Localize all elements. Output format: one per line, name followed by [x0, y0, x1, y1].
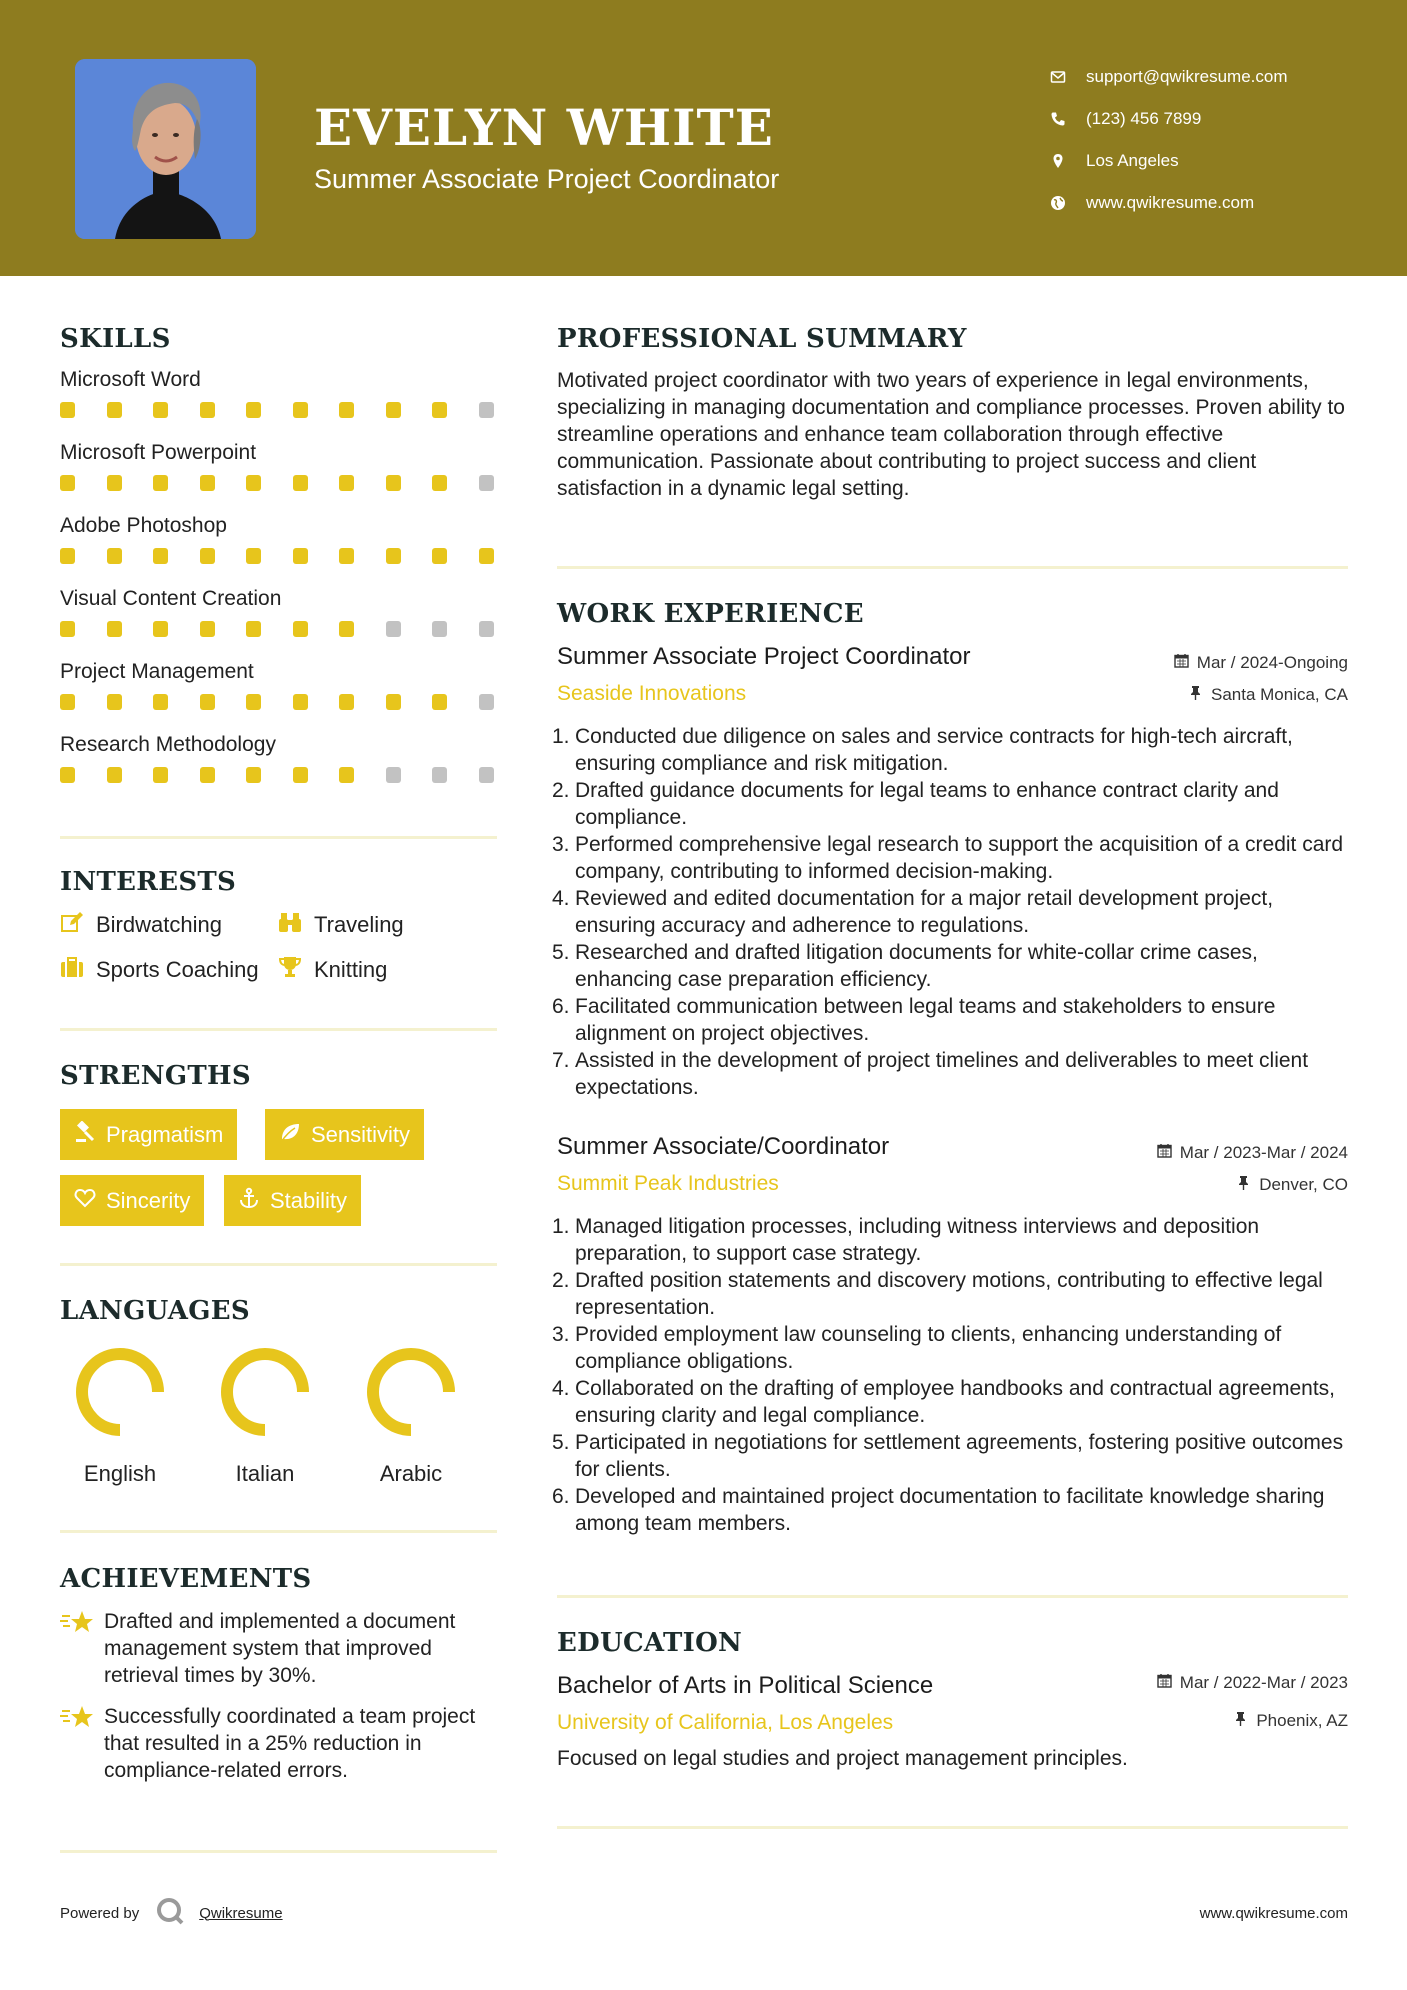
duty-item	[552, 939, 1355, 993]
powered-by-text: Powered by	[60, 1904, 140, 1922]
anchor-icon	[238, 1187, 270, 1215]
duty-number: 6.	[552, 1485, 570, 1508]
rating-dot-filled	[60, 621, 75, 637]
rating-dot-empty	[432, 621, 447, 637]
job-duties-list	[552, 723, 1355, 1101]
education-divider	[557, 1826, 1348, 1829]
rating-dot-empty	[432, 767, 447, 783]
rating-dot-filled	[339, 548, 354, 564]
duty-number: 1.	[552, 725, 570, 748]
footer-powered-by	[60, 1896, 283, 1930]
language-gauge	[364, 1345, 458, 1439]
duty-text: Provided employment law counseling to clients, enhancing understanding of compliance obligations.	[575, 1323, 1282, 1373]
summary-divider	[557, 566, 1348, 569]
contact-phone[interactable]	[1050, 98, 1288, 140]
skills-divider	[60, 836, 497, 839]
rating-dot-filled	[60, 475, 75, 491]
duty-text: Performed comprehensive legal research to support the acquisition of a credit card company, contributing to informed decision-making.	[575, 833, 1344, 883]
duty-item	[552, 1267, 1355, 1321]
duty-text: Developed and maintained project documentation to facilitate knowledge sharing among team members.	[575, 1485, 1325, 1535]
skill-name: Microsoft Word	[60, 368, 201, 391]
rating-dot-filled	[293, 694, 308, 710]
duty-number: 7.	[552, 1049, 570, 1072]
interest-label: Traveling	[314, 912, 404, 937]
skill-rating	[60, 548, 500, 568]
rating-dot-filled	[200, 548, 215, 564]
experience-title: WORK EXPERIENCE	[557, 599, 864, 629]
interest-item	[278, 910, 404, 940]
rating-dot-filled	[107, 694, 122, 710]
duty-number: 4.	[552, 887, 570, 910]
languages-divider	[60, 1530, 497, 1533]
duty-number: 5.	[552, 941, 570, 964]
duty-number: 2.	[552, 1269, 570, 1292]
rating-dot-filled	[60, 694, 75, 710]
contact-email-text: support@qwikresume.com	[1086, 67, 1288, 86]
job-date	[1157, 1143, 1348, 1163]
rating-dot-filled	[432, 475, 447, 491]
rating-dot-filled	[293, 767, 308, 783]
job-location-text: Santa Monica, CA	[1210, 685, 1348, 704]
strength-badge	[265, 1109, 424, 1160]
duty-text: Drafted guidance documents for legal teams to enhance contract clarity and compliance.	[575, 779, 1279, 829]
heart-icon	[74, 1187, 106, 1215]
phone-icon	[1050, 111, 1086, 127]
rating-dot-empty	[386, 621, 401, 637]
rating-dot-filled	[479, 548, 494, 564]
strength-label: Stability	[270, 1187, 348, 1213]
rating-dot-empty	[479, 475, 494, 491]
achievements-divider	[60, 1850, 497, 1853]
rating-dot-filled	[386, 402, 401, 418]
duty-item	[552, 993, 1355, 1047]
rating-dot-filled	[200, 694, 215, 710]
rating-dot-filled	[60, 548, 75, 564]
rating-dot-filled	[339, 621, 354, 637]
rating-dot-filled	[107, 548, 122, 564]
job-location-text: Denver, CO	[1259, 1175, 1348, 1194]
rating-dot-filled	[107, 402, 122, 418]
rating-dot-filled	[153, 475, 168, 491]
education-degree: Bachelor of Arts in Political Science	[557, 1672, 934, 1699]
contact-location	[1050, 140, 1288, 182]
rating-dot-filled	[293, 548, 308, 564]
duty-text: Assisted in the development of project timelines and deliverables to meet client expectations.	[575, 1049, 1309, 1099]
achievement-text: Successfully coordinated a team project that resulted in a 25% reduction in compliance-related errors.	[104, 1705, 476, 1782]
rating-dot-filled	[246, 694, 261, 710]
rating-dot-filled	[60, 402, 75, 418]
contact-location-text: Los Angeles	[1086, 151, 1179, 170]
leaf-icon	[279, 1121, 311, 1149]
rating-dot-filled	[432, 548, 447, 564]
skill-item	[60, 660, 500, 714]
strengths-title: STRENGTHS	[60, 1061, 251, 1091]
rating-dot-filled	[293, 402, 308, 418]
achievements-title: ACHIEVEMENTS	[60, 1564, 312, 1594]
profile-photo	[75, 59, 256, 239]
skill-rating	[60, 621, 500, 641]
gavel-icon	[74, 1121, 106, 1149]
interest-label: Birdwatching	[96, 912, 222, 937]
duty-number: 5.	[552, 1431, 570, 1454]
language-gauge	[73, 1345, 167, 1439]
star-icon	[60, 1703, 104, 1784]
job-company: Summit Peak Industries	[557, 1172, 779, 1195]
contact-website[interactable]	[1050, 182, 1288, 224]
strength-badge	[224, 1175, 361, 1226]
envelope-icon	[1050, 69, 1086, 85]
contact-phone-text: (123) 456 7899	[1086, 109, 1202, 128]
rating-dot-filled	[200, 475, 215, 491]
interest-item	[278, 955, 387, 985]
summary-text: Motivated project coordinator with two years of experience in legal environments, specializing in managing documentation and compliance processes. Proven ability to streamline operations and enhance team collaboration through effective communication. Passionate about contributing to project success and client satisfaction in a dynamic legal setting.	[557, 369, 1345, 500]
language-gauge-arc	[373, 1354, 449, 1430]
interest-label: Knitting	[314, 957, 388, 982]
job-location	[1236, 1175, 1348, 1195]
job-location	[1188, 685, 1348, 705]
pencil-square-icon	[60, 910, 96, 940]
rating-dot-filled	[386, 548, 401, 564]
location-pin-icon	[1050, 153, 1086, 169]
education-school: University of California, Los Angeles	[557, 1711, 894, 1734]
strength-badge	[60, 1175, 204, 1226]
language-name: English	[83, 1461, 157, 1486]
job-title: Summer Associate Project Coordinator	[557, 643, 971, 670]
duty-number: 2.	[552, 779, 570, 802]
qwikresume-logo-icon	[139, 1896, 199, 1930]
duty-item	[552, 1375, 1355, 1429]
education-title: EDUCATION	[557, 1628, 743, 1658]
star-icon	[60, 1608, 104, 1689]
contact-website-text: www.qwikresume.com	[1086, 193, 1255, 212]
rating-dot-empty	[479, 767, 494, 783]
pushpin-icon	[1188, 685, 1211, 705]
duty-item	[552, 723, 1355, 777]
language-gauge	[218, 1345, 312, 1439]
rating-dot-filled	[432, 402, 447, 418]
duty-item	[552, 1429, 1355, 1483]
language-gauge-arc	[227, 1354, 303, 1430]
education-location-text: Phoenix, AZ	[1256, 1711, 1348, 1730]
rating-dot-filled	[153, 621, 168, 637]
skill-item	[60, 514, 500, 568]
interest-item	[60, 955, 259, 985]
duty-text: Researched and drafted litigation documents for white-collar crime cases, enhancing case preparation efficiency.	[575, 941, 1258, 991]
education-date-text: Mar / 2022-Mar / 2023	[1179, 1673, 1348, 1692]
job-company: Seaside Innovations	[557, 682, 747, 705]
duty-text: Managed litigation processes, including witness interviews and deposition preparation, to support case strategy.	[575, 1215, 1260, 1265]
language-name: Arabic	[379, 1461, 443, 1486]
strength-label: Pragmatism	[106, 1121, 224, 1147]
duty-item	[552, 885, 1355, 939]
skill-item	[60, 587, 500, 641]
duty-item	[552, 1483, 1355, 1537]
rating-dot-filled	[246, 475, 261, 491]
rating-dot-filled	[107, 621, 122, 637]
rating-dot-filled	[153, 402, 168, 418]
rating-dot-filled	[293, 621, 308, 637]
rating-dot-filled	[339, 475, 354, 491]
pushpin-icon	[1233, 1711, 1256, 1731]
rating-dot-filled	[153, 694, 168, 710]
skill-name: Visual Content Creation	[60, 587, 282, 610]
language-item	[351, 1345, 471, 1487]
rating-dot-empty	[479, 402, 494, 418]
candidate-role: Summer Associate Project Coordinator	[314, 164, 780, 194]
rating-dot-filled	[246, 402, 261, 418]
skill-rating	[60, 694, 500, 714]
duty-text: Drafted position statements and discovery motions, contributing to effective legal representation.	[575, 1269, 1323, 1319]
rating-dot-empty	[386, 767, 401, 783]
strength-badge	[60, 1109, 237, 1160]
duty-item	[552, 1321, 1355, 1375]
briefcase-icon	[60, 955, 96, 985]
language-item	[60, 1345, 180, 1487]
rating-dot-filled	[339, 767, 354, 783]
interests-divider	[60, 1028, 497, 1031]
languages-title: LANGUAGES	[60, 1296, 250, 1326]
rating-dot-filled	[107, 475, 122, 491]
calendar-icon	[1174, 653, 1197, 673]
interest-label: Sports Coaching	[96, 957, 259, 982]
skill-item	[60, 733, 500, 787]
interests-title: INTERESTS	[60, 867, 237, 897]
duty-item	[552, 831, 1355, 885]
interest-item	[60, 910, 222, 940]
rating-dot-filled	[200, 402, 215, 418]
duty-item	[552, 1213, 1355, 1267]
strength-label: Sensitivity	[311, 1121, 411, 1147]
rating-dot-filled	[153, 548, 168, 564]
contact-list	[1050, 56, 1288, 224]
job-duties-list	[552, 1213, 1355, 1537]
footer-url[interactable]: www.qwikresume.com	[1199, 1905, 1348, 1922]
rating-dot-filled	[153, 767, 168, 783]
skill-rating	[60, 475, 500, 495]
rating-dot-filled	[107, 767, 122, 783]
education-description: Focused on legal studies and project management principles.	[557, 1747, 1128, 1770]
binoculars-icon	[278, 910, 314, 940]
calendar-icon	[1157, 1673, 1180, 1693]
job-date-text: Mar / 2024-Ongoing	[1196, 653, 1348, 672]
rating-dot-filled	[246, 621, 261, 637]
education-date	[1157, 1673, 1348, 1693]
skill-name: Adobe Photoshop	[60, 514, 227, 537]
globe-icon	[1050, 195, 1086, 211]
rating-dot-empty	[479, 621, 494, 637]
rating-dot-empty	[479, 694, 494, 710]
skill-name: Project Management	[60, 660, 254, 683]
skill-rating	[60, 402, 500, 422]
rating-dot-filled	[386, 475, 401, 491]
rating-dot-filled	[339, 402, 354, 418]
skill-item	[60, 441, 500, 495]
education-location	[1233, 1711, 1348, 1731]
pushpin-icon	[1236, 1175, 1259, 1195]
achievement-item	[60, 1703, 505, 1784]
skill-name: Research Methodology	[60, 733, 276, 756]
rating-dot-filled	[339, 694, 354, 710]
duty-number: 4.	[552, 1377, 570, 1400]
language-name: Italian	[235, 1461, 295, 1486]
header-banner	[0, 0, 1407, 276]
skills-title: SKILLS	[60, 324, 171, 354]
duty-number: 1.	[552, 1215, 570, 1238]
achievement-text: Drafted and implemented a document management system that improved retrieval times by 30%.	[104, 1610, 456, 1687]
language-item	[205, 1345, 325, 1487]
rating-dot-filled	[246, 767, 261, 783]
achievement-item	[60, 1608, 505, 1689]
duty-text: Reviewed and edited documentation for a major retail development project, ensuring accuracy and adherence to regulations.	[575, 887, 1274, 937]
duty-text: Participated in negotiations for settlement agreements, fostering positive outcomes for clients.	[575, 1431, 1344, 1481]
duty-text: Collaborated on the drafting of employee handbooks and contractual agreements, ensuring clarity and legal compliance.	[575, 1377, 1335, 1427]
language-gauge-arc	[82, 1354, 158, 1430]
rating-dot-filled	[200, 767, 215, 783]
skill-name: Microsoft Powerpoint	[60, 441, 257, 464]
duty-text: Conducted due diligence on sales and service contracts for high-tech aircraft, ensuring compliance and risk mitigation.	[575, 725, 1293, 775]
skill-item	[60, 368, 500, 422]
experience-divider	[557, 1595, 1348, 1598]
strengths-divider	[60, 1263, 497, 1266]
summary-title: PROFESSIONAL SUMMARY	[557, 324, 967, 354]
duty-item	[552, 777, 1355, 831]
rating-dot-filled	[60, 767, 75, 783]
job-date	[1174, 653, 1348, 673]
duty-item	[552, 1047, 1355, 1101]
qwikresume-link[interactable]: Qwikresume	[199, 1904, 283, 1922]
skill-rating	[60, 767, 500, 787]
strength-label: Sincerity	[106, 1187, 191, 1213]
duty-number: 6.	[552, 995, 570, 1018]
contact-email[interactable]	[1050, 56, 1288, 98]
rating-dot-filled	[432, 694, 447, 710]
job-date-text: Mar / 2023-Mar / 2024	[1179, 1143, 1348, 1162]
rating-dot-filled	[246, 548, 261, 564]
trophy-icon	[278, 955, 314, 985]
duty-number: 3.	[552, 833, 570, 856]
rating-dot-filled	[200, 621, 215, 637]
duty-text: Facilitated communication between legal teams and stakeholders to ensure alignment on project objectives.	[575, 995, 1276, 1045]
rating-dot-filled	[293, 475, 308, 491]
calendar-icon	[1157, 1143, 1180, 1163]
job-title: Summer Associate/Coordinator	[557, 1133, 890, 1160]
duty-number: 3.	[552, 1323, 570, 1346]
rating-dot-filled	[386, 694, 401, 710]
candidate-name: EVELYN WHITE	[314, 98, 774, 157]
